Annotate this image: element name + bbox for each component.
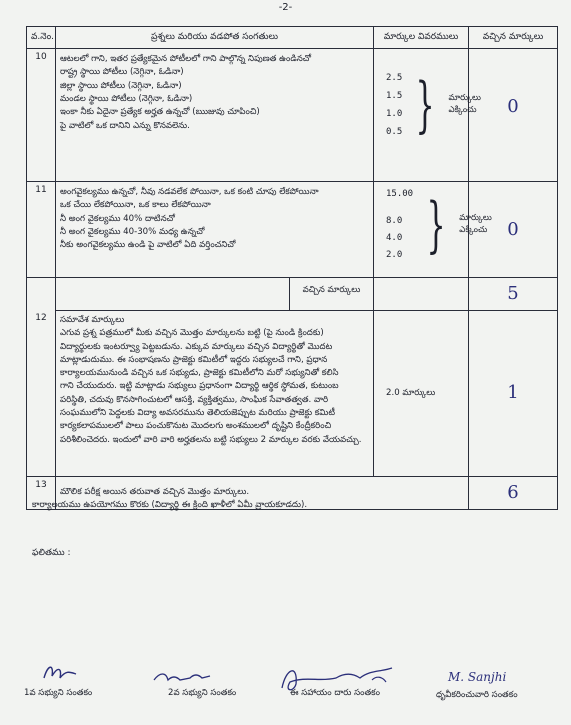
marks-details bbox=[374, 310, 469, 476]
result-label: ఫలితము : bbox=[32, 548, 71, 558]
mark-value: 15.00 bbox=[386, 189, 414, 199]
mark-value: 1.5 bbox=[386, 91, 403, 101]
mark-value: 4.0 bbox=[386, 233, 403, 243]
question-line: నీ అంగ వైకల్యము 40-30% మధ్య ఉన్నచో bbox=[60, 226, 205, 237]
question-line: ఎగువ ప్రశ్న పత్రములో మీకు వచ్చిన మొత్తం మార్కులను బట్టి (పై నుండి క్రిందకు) bbox=[60, 328, 324, 339]
header-questions: ప్రశ్నలు మరియు వడపోత సంగతులు bbox=[56, 27, 374, 49]
signature-4-name: M. Sanjhi bbox=[448, 670, 507, 684]
evaluation-table bbox=[26, 26, 558, 510]
marks-details bbox=[374, 49, 481, 182]
subtotal-score: 5 bbox=[507, 283, 519, 304]
row-number: 13 bbox=[27, 476, 56, 509]
signature-1-mark bbox=[40, 660, 80, 686]
total-label: మౌలిక పరీక్ష అయిన తరువాత వచ్చిన మొత్తం మార్కులు. bbox=[56, 476, 469, 509]
mark-value: 1.0 bbox=[386, 109, 403, 119]
row-number: 10 bbox=[27, 49, 56, 182]
mark-value: 0.5 bbox=[386, 127, 403, 137]
question-line: సమావేశ మార్కులు bbox=[60, 314, 125, 325]
signature-label-1: 1వ సభ్యుని సంతకం bbox=[24, 688, 93, 698]
question-line: సంఘములోని పెద్దలకు విద్యా అవసరమును తెలియజెప్పుట మరియు ప్రాజెక్టు కమిటీ bbox=[60, 408, 335, 419]
marks-label: మార్కులు ఎక్కించు bbox=[459, 213, 492, 235]
question-line: ఇంకా నీకు ఏదైనా ప్రత్యేక అర్హత ఉన్నచో (ఋజువు చూపించి) bbox=[60, 107, 260, 118]
score-value: 1 bbox=[507, 382, 519, 404]
question-line: మాట్లాడుదుము. ఈ సంభాషణను ప్రాజెక్టు కమిటీలో ఇద్దరు సభ్యులచే గాని, ప్రధాన bbox=[60, 354, 328, 365]
table-row bbox=[27, 49, 558, 182]
question-text bbox=[56, 182, 374, 278]
total-score: 6 bbox=[507, 481, 519, 503]
mark-value: 2.5 bbox=[386, 73, 403, 83]
row-number: 11 bbox=[27, 182, 56, 278]
score-value: 0 bbox=[507, 219, 519, 240]
marks-details bbox=[374, 182, 492, 278]
header-marks-obtained: వచ్చిన మార్కులు bbox=[469, 27, 558, 49]
header-serial: వ.నెం. bbox=[27, 27, 56, 49]
question-line: ఆటలలో గాని, ఇతర ప్రత్యేకమైన పోటీలలో గాని పాల్గొన్న నిపుణత ఉండినచో bbox=[60, 54, 312, 64]
subtotal-score-cell bbox=[469, 278, 558, 311]
score-cell bbox=[469, 49, 558, 182]
question-text bbox=[56, 310, 374, 476]
question-line: కార్యకలాపములలో పాలు పంచుకొనుట మొదలగు అంశములలో దృష్టిని కేంద్రీకరించి bbox=[60, 421, 332, 432]
question-line: పరిస్థితి, చదువు కొనసాగించుటలో ఆసక్తి, వ్యక్తిత్వము, సాంఘిక సేవాతత్వత. వారి bbox=[60, 394, 329, 405]
question-line: పై వాటిలో ఒక దానిని ఎన్ను కొనవలెను. bbox=[60, 120, 190, 131]
mark-value: 2.0 bbox=[386, 250, 403, 260]
question-text bbox=[56, 49, 374, 182]
signature-label-3: ఈ సహాయం దారు సంతకం bbox=[290, 688, 380, 698]
question-line: విద్యార్థులకు ఇంటర్వ్యూ పెట్టబడును. ఎక్కువ మార్కులు వచ్చిన విద్యార్థితో మొదట bbox=[60, 341, 333, 352]
marks-label: 2.0 మార్కులు bbox=[386, 387, 436, 398]
question-line: నీ అంగ వైకల్యము 40% దాటినచో bbox=[60, 213, 175, 224]
total-score-cell bbox=[469, 476, 558, 509]
header-marks-details: మార్కుల వివరములు bbox=[374, 27, 469, 49]
question-line: గాని చేయుదురు. ఇట్టి మాట్లాడు సభ్యులు ప్రధానంగా విద్యార్థి ఆర్థిక స్థోమత, కుటుంబ bbox=[60, 381, 339, 392]
office-use-note: కార్యాలయము ఉపయోగము కొరకు (విద్యార్థి ఈ క్రింది ఖాళీలో ఏమీ వ్రాయకూడదు). bbox=[32, 500, 308, 510]
signature-label-2: 2వ సభ్యుని సంతకం bbox=[168, 688, 237, 698]
signature-2-mark bbox=[150, 666, 214, 688]
subtotal-row bbox=[27, 278, 558, 311]
question-line: నీకు అంగవైకల్యము ఉండి పై వాటిలో ఏది వర్తించనిచో bbox=[60, 240, 236, 251]
question-line: మండల స్థాయి పోటీలు (నెగ్గినా, ఓడినా) bbox=[60, 93, 193, 104]
subtotal-label: వచ్చిన మార్కులు bbox=[289, 278, 373, 310]
table-row bbox=[27, 310, 558, 476]
score-cell bbox=[469, 310, 558, 476]
question-line: ఒక చేయి లేకపోయినా, ఒక కాలు లేకపోయినా bbox=[60, 200, 211, 211]
row-number: 12 bbox=[27, 310, 56, 476]
table-row bbox=[27, 182, 558, 278]
question-line: పరిశీలించెదరు. ఇందులో వారి వారి అర్హతలను బట్టి సభ్యులు 2 మార్కుల వరకు వేయవచ్చు. bbox=[60, 434, 362, 445]
marks-label: మార్కులు ఎక్కించు bbox=[448, 93, 481, 115]
brace-icon: } bbox=[426, 190, 446, 260]
question-line: జిల్లా స్థాయి పోటీలు (నెగ్గినా, ఓడినా) bbox=[60, 80, 182, 91]
page-number: -2- bbox=[278, 2, 293, 13]
brace-icon: } bbox=[415, 70, 435, 140]
question-line: రాష్ట్ర స్థాయి పోటీలు (నెగ్గినా, ఓడినా) bbox=[60, 67, 184, 78]
table-header-row bbox=[27, 27, 558, 49]
question-line: అంగవైకల్యము ఉన్నచో, నీవు నడవలేక పోయినా, ఒక కంటి చూపు లేకపోయినా bbox=[60, 187, 319, 197]
question-line: కార్యాలయమునుండి వచ్చిన ఒక సభ్యుడు, ప్రాజెక్టు కమిటీలోని మరో సభ్యునితో కలిసి bbox=[60, 368, 339, 379]
score-value: 0 bbox=[507, 96, 519, 117]
signature-label-4: ధృవీకరించువారి సంతకం bbox=[436, 690, 518, 700]
mark-value: 8.0 bbox=[386, 216, 403, 226]
